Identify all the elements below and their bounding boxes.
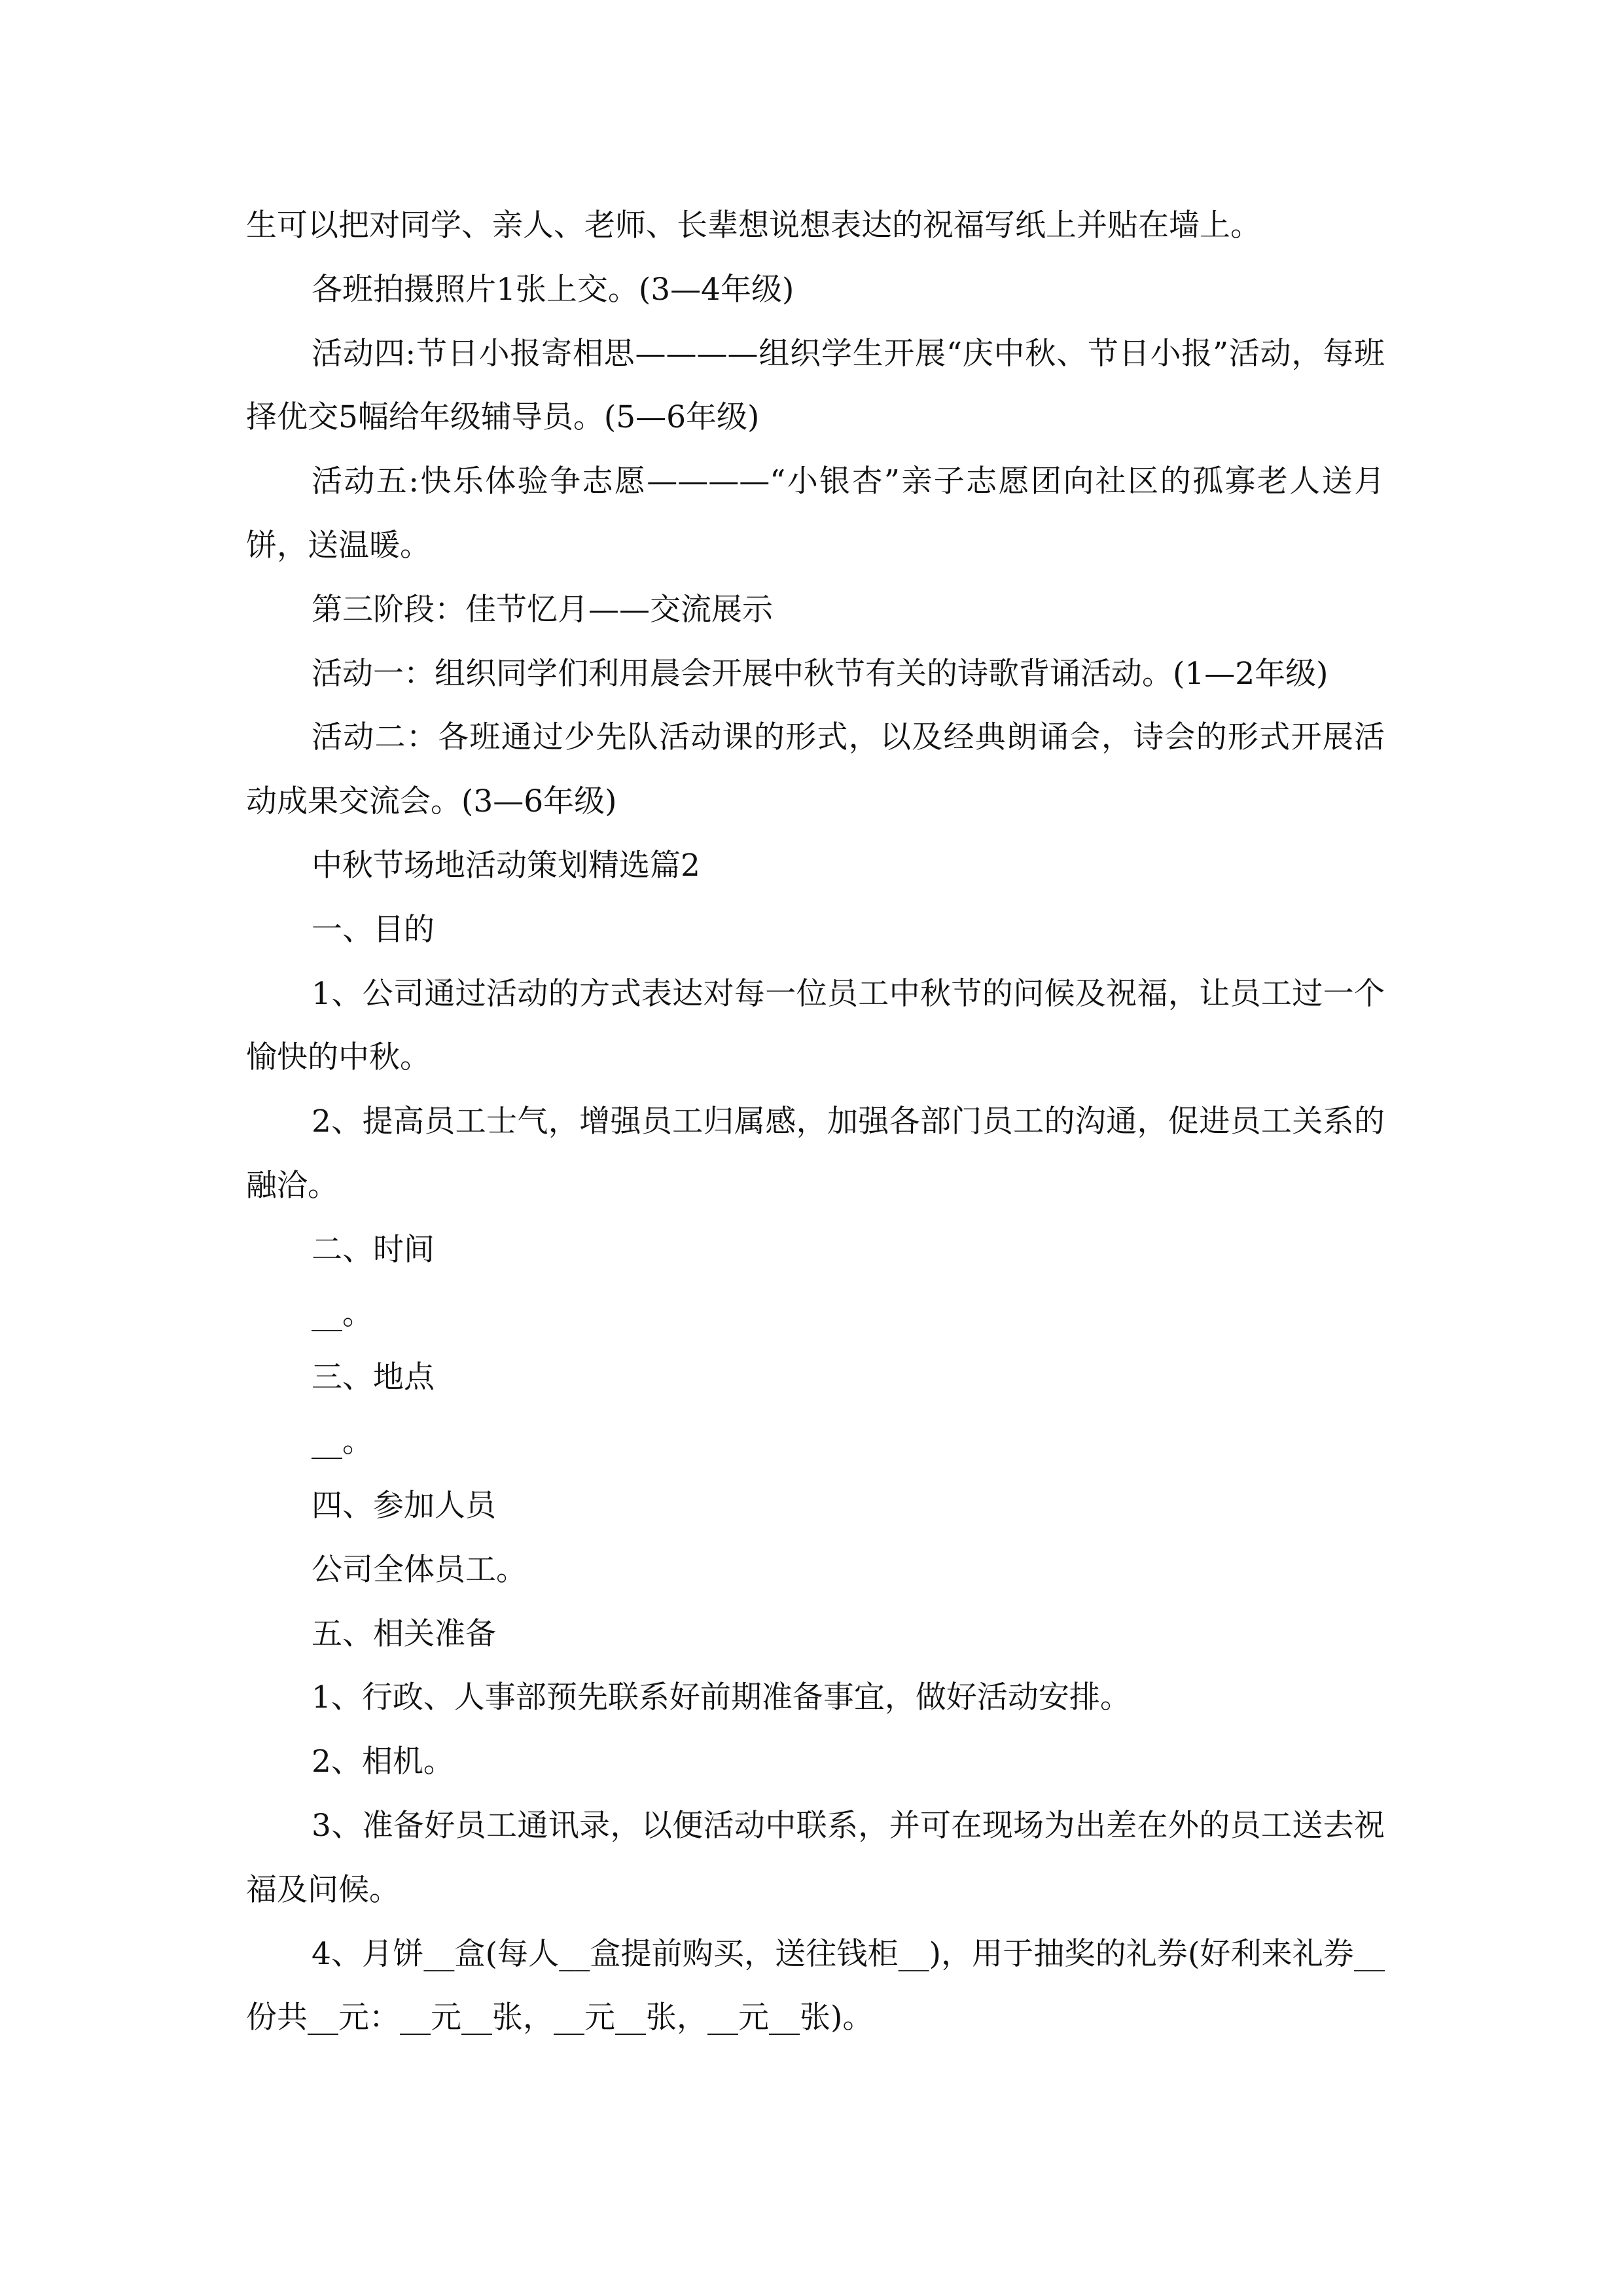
heading-purpose: 一、目的 xyxy=(312,911,435,948)
paragraph-activity-five: 活动五:快乐体验争志愿————“小银杏”亲子志愿团向社区的孤寡老人送月饼，送温暖。 xyxy=(246,463,1385,564)
paragraph-preparation-3: 3、准备好员工通讯录，以便活动中联系，并可在现场为出差在外的员工送去祝福及问候。 xyxy=(246,1807,1385,1908)
paragraph-time-value: __。 xyxy=(312,1295,373,1332)
heading-time: 二、时间 xyxy=(312,1231,435,1268)
document-body xyxy=(246,194,1385,2050)
paragraph-purpose-2: 2、提高员工士气，增强员工归属感，加强各部门员工的沟通，促进员工关系的融洽。 xyxy=(246,1103,1385,1204)
heading-participants: 四、参加人员 xyxy=(312,1487,496,1524)
paragraph-preparation-1: 1、行政、人事部预先联系好前期准备事宜，做好活动安排。 xyxy=(312,1679,1131,1716)
paragraph-participants-value: 公司全体员工。 xyxy=(312,1551,527,1588)
paragraph-activity-four: 活动四:节日小报寄相思————组织学生开展“庆中秋、节日小报”活动，每班择优交5幅给年级辅导员。(5—6年级) xyxy=(246,335,1385,436)
paragraph-purpose-1: 1、公司通过活动的方式表达对每一位员工中秋节的问候及祝福，让员工过一个愉快的中秋。 xyxy=(246,975,1385,1076)
paragraph-preparation-4: 4、月饼__盒(每人__盒提前购买，送往钱柜__)，用于抽奖的礼券(好利来礼券__份共__元：__元__张，__元__张，__元__张)。 xyxy=(246,1935,1385,2036)
heading-preparation: 五、相关准备 xyxy=(312,1615,496,1652)
paragraph-stage-three: 第三阶段：佳节忆月——交流展示 xyxy=(312,591,773,628)
paragraph-activity-two: 活动二：各班通过少先队活动课的形式，以及经典朗诵会，诗会的形式开展活动成果交流会。(3—6年级) xyxy=(246,719,1385,820)
paragraph-location-value: __。 xyxy=(312,1424,373,1460)
section-heading-article-2: 中秋节场地活动策划精选篇2 xyxy=(312,847,700,884)
heading-location: 三、地点 xyxy=(312,1359,435,1396)
paragraph-activity-one: 活动一：组织同学们利用晨会开展中秋节有关的诗歌背诵活动。(1—2年级) xyxy=(312,655,1329,692)
paragraph-preparation-2: 2、相机。 xyxy=(312,1744,454,1780)
paragraph-continuation: 生可以把对同学、亲人、老师、长辈想说想表达的祝福写纸上并贴在墙上。 xyxy=(246,207,1261,243)
paragraph-photo-submission: 各班拍摄照片1张上交。(3—4年级) xyxy=(312,271,794,308)
